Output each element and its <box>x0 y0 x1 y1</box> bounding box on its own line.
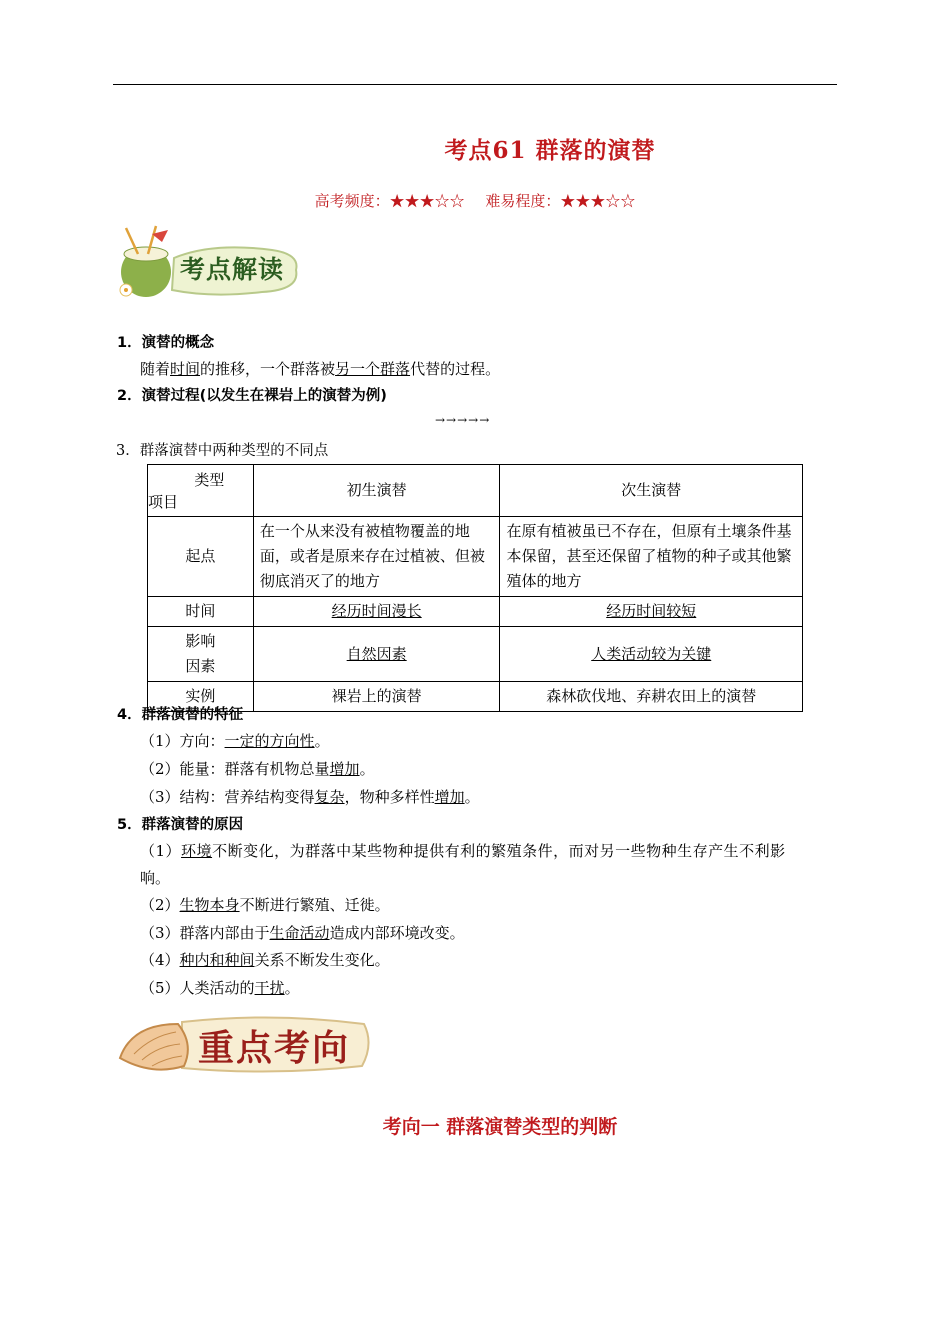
cause-human: （5）人类活动的干扰。 <box>140 979 300 997</box>
table-header-row <box>148 465 803 517</box>
direction-subheading: 考向一 群落演替类型的判断 <box>382 1116 618 1138</box>
cell-example-primary: 裸岩上的演替 <box>253 682 500 712</box>
cause-environment: （1）环境不断变化，为群落中某些物种提供有利的繁殖条件，而对另一些物种生存产生不利影 <box>140 842 786 860</box>
row-label-factor: 影响 因素 <box>148 627 254 682</box>
section3-heading: 3．群落演替中两种类型的不同点 <box>116 443 329 459</box>
cell-time-primary: 经历时间漫长 <box>253 597 500 627</box>
difficulty: 难易程度：★★★☆☆ <box>485 192 636 210</box>
cell-time-secondary: 经历时间较短 <box>500 597 803 627</box>
section1-text: 随着时间的推移，一个群落被另一个群落代替的过程。 <box>140 360 501 378</box>
table-row <box>148 627 803 682</box>
col-header-primary: 初生演替 <box>253 465 500 517</box>
section5-heading: 5．群落演替的原因 <box>117 817 244 833</box>
table-row <box>148 517 803 597</box>
feature-direction: （1）方向：一定的方向性。 <box>140 732 330 750</box>
row-label-time: 时间 <box>148 597 254 627</box>
interpretation-badge: 考点解读 <box>112 224 302 302</box>
section1-heading: 1．演替的概念 <box>117 335 215 351</box>
table-corner-cell: 类型 项目 <box>148 465 254 517</box>
section4-heading: 4．群落演替的特征 <box>117 707 244 723</box>
focus-badge: 重点考向 <box>112 1010 377 1078</box>
table-row <box>148 682 803 712</box>
cause-relations: （4）种内和种间关系不断发生变化。 <box>140 951 390 969</box>
cause-internal: （3）群落内部由于生命活动造成内部环境改变。 <box>140 924 465 942</box>
row-label-start: 起点 <box>148 517 254 597</box>
feature-energy: （2）能量：群落有机物总量增加。 <box>140 760 375 778</box>
header-rule <box>113 84 837 85</box>
comparison-table <box>147 464 803 712</box>
cell-example-secondary: 森林砍伐地、弃耕农田上的演替 <box>500 682 803 712</box>
exam-frequency: 高考频度：★★★☆☆ <box>314 192 465 210</box>
succession-arrows: →→→→→ <box>435 413 491 427</box>
row-label-example: 实例 <box>148 682 254 712</box>
cell-start-secondary: 在原有植被虽已不存在，但原有土壤条件基本保留，甚至还保留了植物的种子或其他繁殖体的地方 <box>500 517 803 597</box>
col-header-secondary: 次生演替 <box>500 465 803 517</box>
cell-start-primary: 在一个从来没有被植物覆盖的地面，或者是原来存在过植被、但被彻底消灭了的地方 <box>253 517 500 597</box>
cell-factor-primary: 自然因素 <box>253 627 500 682</box>
table-row <box>148 597 803 627</box>
cell-factor-secondary: 人类活动较为关键 <box>500 627 803 682</box>
section2-heading: 2．演替过程(以发生在裸岩上的演替为例) <box>117 388 387 404</box>
cause-organisms: （2）生物本身不断进行繁殖、迁徙。 <box>140 896 390 914</box>
frequency-line <box>0 190 950 211</box>
feature-structure: （3）结构：营养结构变得复杂，物种多样性增加。 <box>140 788 480 806</box>
cause-environment-cont: 响。 <box>140 869 171 887</box>
page-title: 考点61 群落的演替 <box>444 137 656 164</box>
